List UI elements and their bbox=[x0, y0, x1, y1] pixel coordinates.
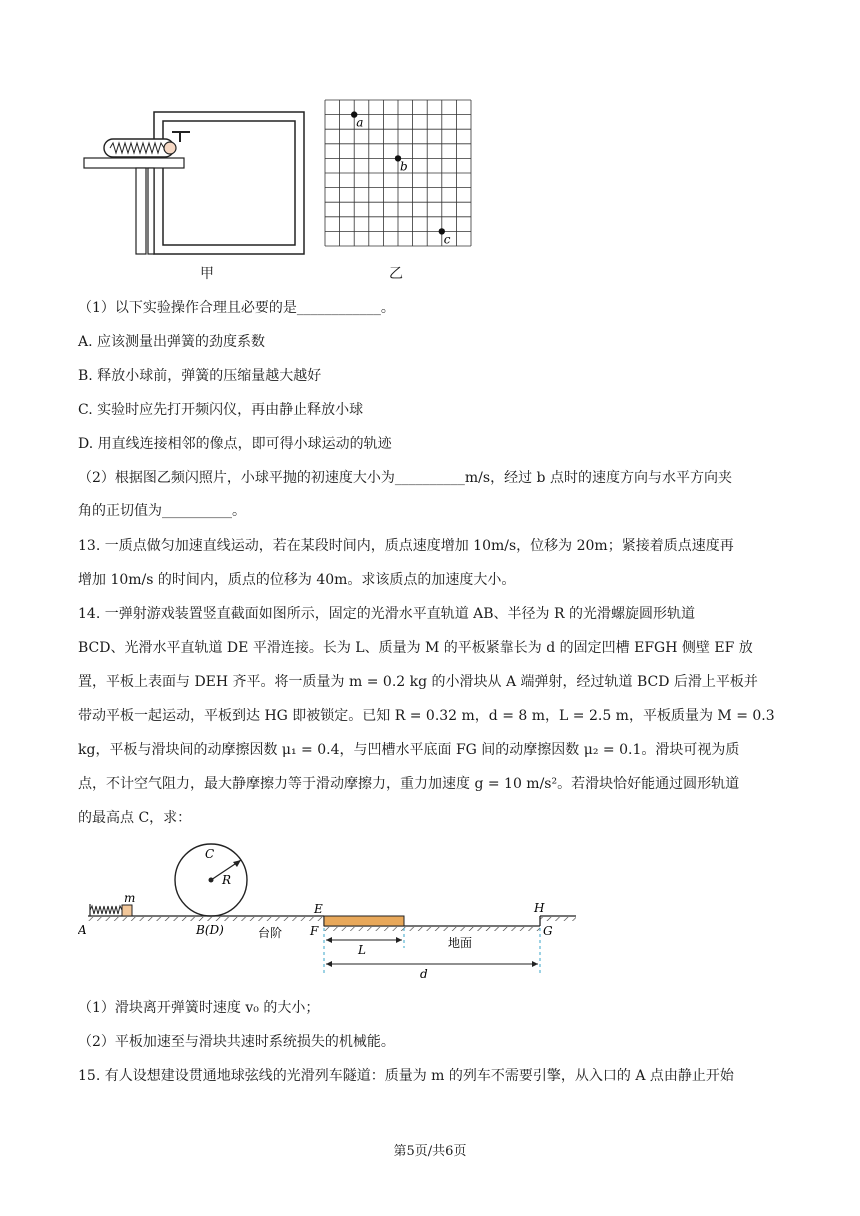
label-e: E bbox=[314, 902, 323, 916]
q12-part2-line1: （2）根据图乙频闪照片，小球平抛的初速度大小为__________m/s，经过 b 点时的速度方向与水平方向夹 bbox=[78, 470, 732, 486]
label-c: C bbox=[205, 847, 215, 861]
label-r: R bbox=[222, 873, 232, 887]
q14-line7: 的最高点 C，求： bbox=[78, 810, 192, 826]
q12-option-d: D. 用直线连接相邻的像点，即可得小球运动的轨迹 bbox=[78, 436, 392, 452]
q12-option-c: C. 实验时应先打开频闪仪，再由静止释放小球 bbox=[78, 402, 364, 418]
label-h: H bbox=[534, 901, 545, 915]
label-l: L bbox=[358, 943, 366, 957]
label-f: F bbox=[310, 924, 319, 938]
q12-option-b: B. 释放小球前，弹簧的压缩量越大越好 bbox=[78, 368, 322, 384]
q12-option-a: A. 应该测量出弹簧的劲度系数 bbox=[78, 334, 266, 350]
q14-line4: 带动平板一起运动，平板到达 HG 即被锁定。已知 R = 0.32 m，d = 8 m，L = 2.5 m，平板质量为 M = 0.3 bbox=[78, 708, 775, 724]
label-g: G bbox=[543, 924, 553, 938]
label-m: m bbox=[124, 891, 136, 905]
strobe-grid bbox=[323, 98, 473, 250]
q14-line1: 14. 一弹射游戏装置竖直截面如图所示，固定的光滑水平直轨道 AB、半径为 R 的光滑螺旋圆形轨道 bbox=[78, 606, 696, 622]
track-diagram bbox=[78, 838, 588, 983]
figure-yi bbox=[323, 98, 473, 250]
q14-line3: 置，平板上表面与 DEH 齐平。将一质量为 m = 0.2 kg 的小滑块从 A 端弹射，经过轨道 BCD 后滑上平板并 bbox=[78, 674, 758, 690]
apparatus-diagram bbox=[80, 100, 310, 260]
label-bd: B(D) bbox=[196, 923, 224, 937]
label-step: 台阶 bbox=[258, 926, 283, 940]
q12-part1: （1）以下实验操作合理且必要的是____________。 bbox=[78, 300, 395, 316]
figure-jia bbox=[80, 100, 310, 260]
q13-line1: 13. 一质点做匀加速直线运动，若在某段时间内，质点速度增加 10m/s，位移为 20m；紧接着质点速度再 bbox=[78, 538, 734, 554]
q14-line5: kg，平板与滑块间的动摩擦因数 μ₁ = 0.4，与凹槽水平底面 FG 间的动摩擦因数 μ₂ = 0.1。滑块可视为质 bbox=[78, 742, 740, 758]
strobe-label-b: b bbox=[400, 159, 408, 174]
q14-sub1: （1）滑块离开弹簧时速度 v₀ 的大小； bbox=[78, 1000, 320, 1016]
label-d: d bbox=[420, 967, 428, 981]
strobe-label-a: a bbox=[356, 115, 364, 130]
figure-yi-caption: 乙 bbox=[389, 266, 403, 282]
q14-sub2: （2）平板加速至与滑块共速时系统损失的机械能。 bbox=[78, 1034, 395, 1050]
q15-line1: 15. 有人设想建设贯通地球弦线的光滑列车隧道：质量为 m 的列车不需要引擎，从入口的 A 点由静止开始 bbox=[78, 1068, 734, 1084]
page-footer: 第5页/共6页 bbox=[393, 1144, 467, 1159]
label-ground: 地面 bbox=[448, 936, 473, 950]
q14-line2: BCD、光滑水平直轨道 DE 平滑连接。长为 L、质量为 M 的平板紧靠长为 d 的固定凹槽 EFGH 侧壁 EF 放 bbox=[78, 640, 753, 656]
figure-jia-caption: 甲 bbox=[200, 266, 214, 282]
q14-line6: 点，不计空气阻力，最大静摩擦力等于滑动摩擦力，重力加速度 g = 10 m/s²。若滑块恰好能通过圆形轨道 bbox=[78, 776, 740, 792]
track-figure bbox=[78, 838, 588, 983]
strobe-label-c: c bbox=[443, 232, 451, 247]
label-a: A bbox=[78, 923, 87, 937]
q12-part2-line2: 角的正切值为__________。 bbox=[78, 503, 246, 519]
q13-line2: 增加 10m/s 的时间内，质点的位移为 40m。求该质点的加速度大小。 bbox=[78, 572, 516, 588]
